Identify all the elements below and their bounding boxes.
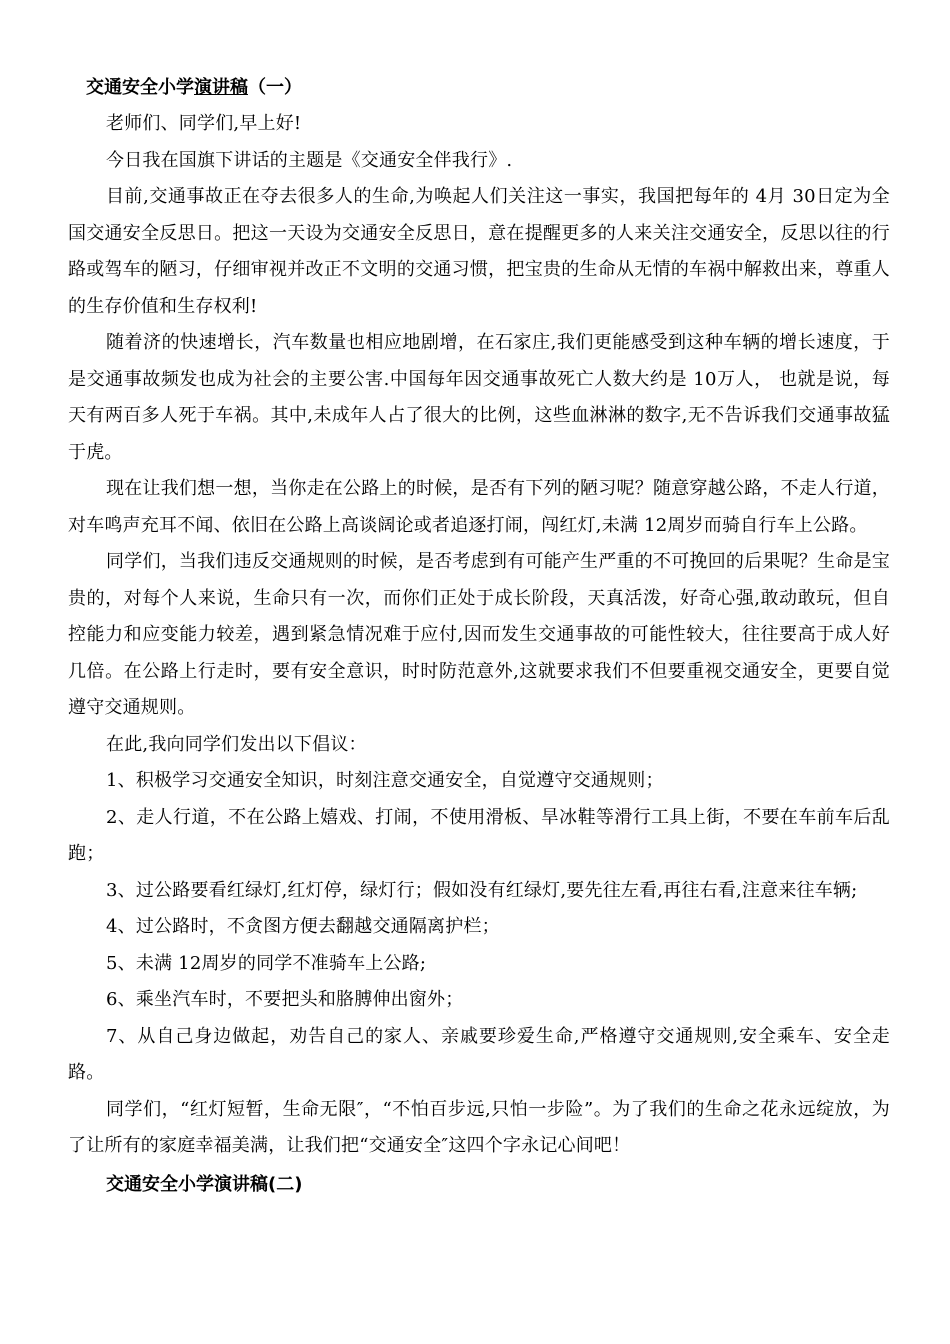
document-title-1 bbox=[68, 70, 890, 106]
proposal-intro: 在此,我向同学们发出以下倡议： bbox=[106, 733, 367, 755]
title1-underlined: 演讲稿 bbox=[194, 77, 248, 98]
proposal-item-2: 2、走人行道，不在公路上嬉戏、打闹，不使用滑板、旱冰鞋等滑行工具上街，不要在车前车后乱跑； bbox=[68, 806, 890, 864]
proposal-item-3: 3、过公路要看红绿灯,红灯停，绿灯行；假如没有红绿灯,要先往左看,再往右看,注意来往车辆; bbox=[106, 879, 858, 901]
title1-prefix: 交通安全小学 bbox=[86, 77, 194, 98]
proposal-item-6: 6、乘坐汽车时，不要把头和胳膊伸出窗外； bbox=[106, 989, 464, 1010]
proposal-item-7: 7、从自己身边做起，劝告自己的家人、亲戚要珍爱生命,严格遵守交通规则,安全乘车、安全走路。 bbox=[68, 1025, 890, 1083]
document-page bbox=[68, 70, 890, 1203]
body-paragraph-1: 目前,交通事故正在夺去很多人的生命,为唤起人们关注这一事实，我国把每年的 4月 30日定为全国交通安全反思日。把这一天设为交通安全反思日，意在提醒更多的人来关注交通安全，反思以往的行路或驾车的陋习，仔细审视并改正不文明的交通习惯，把宝贵的生命从无情的车祸中解救出来，尊重人的生存价值和生存权利! bbox=[68, 186, 890, 317]
closing-paragraph: 同学们，“红灯短暂，生命无限″，“不怕百步远,只怕一步险”。为了我们的生命之花永远绽放，为了让所有的家庭幸福美满，让我们把“交通安全″这四个字永记心间吧！ bbox=[68, 1098, 890, 1156]
greeting-paragraph: 老师们、同学们,早上好! bbox=[106, 113, 302, 134]
body-paragraph-4: 同学们，当我们违反交通规则的时候，是否考虑到有可能产生严重的不可挽回的后果呢？生命是宝贵的，对每个人来说，生命只有一次，而你们正处于成长阶段，天真活泼，好奇心强,敢动敢玩，但自控能力和应变能力较差，遇到紧急情况难于应付,因而发生交通事故的可能性较大，往往要高于成人好几倍。在公路上行走时，要有安全意识，时时防范意外,这就要求我们不但要重视交通安全，更要自觉遵守交通规则。 bbox=[68, 551, 890, 718]
proposal-item-5: 5、未满 12周岁的同学不准骑车上公路; bbox=[106, 952, 427, 974]
proposal-item-4: 4、过公路时，不贪图方便去翻越交通隔离护栏； bbox=[106, 916, 500, 937]
body-paragraph-2: 随着济的快速增长，汽车数量也相应地剧增，在石家庄,我们更能感受到这种车辆的增长速度，于是交通事故频发也成为社会的主要公害.中国每年因交通事故死亡人数大约是 10万人， 也就是说，每天有两百多人死于车祸。其中,未成年人占了很大的比例，这些血淋淋的数字,无不告诉我们交通事故猛于虎。 bbox=[68, 332, 890, 463]
title1-suffix: （一） bbox=[248, 77, 302, 98]
body-paragraph-3: 现在让我们想一想，当你走在公路上的时候，是否有下列的陋习呢？随意穿越公路，不走人行道，对车鸣声充耳不闻、依旧在公路上高谈阔论或者追逐打闹，闯红灯,未满 12周岁而骑自行车上公路。 bbox=[68, 478, 890, 536]
proposal-item-1: 1、积极学习交通安全知识，时刻注意交通安全，自觉遵守交通规则； bbox=[106, 770, 664, 791]
topic-paragraph: 今日我在国旗下讲话的主题是《交通安全伴我行》. bbox=[106, 149, 513, 171]
document-title-2: 交通安全小学演讲稿(二) bbox=[106, 1173, 303, 1195]
